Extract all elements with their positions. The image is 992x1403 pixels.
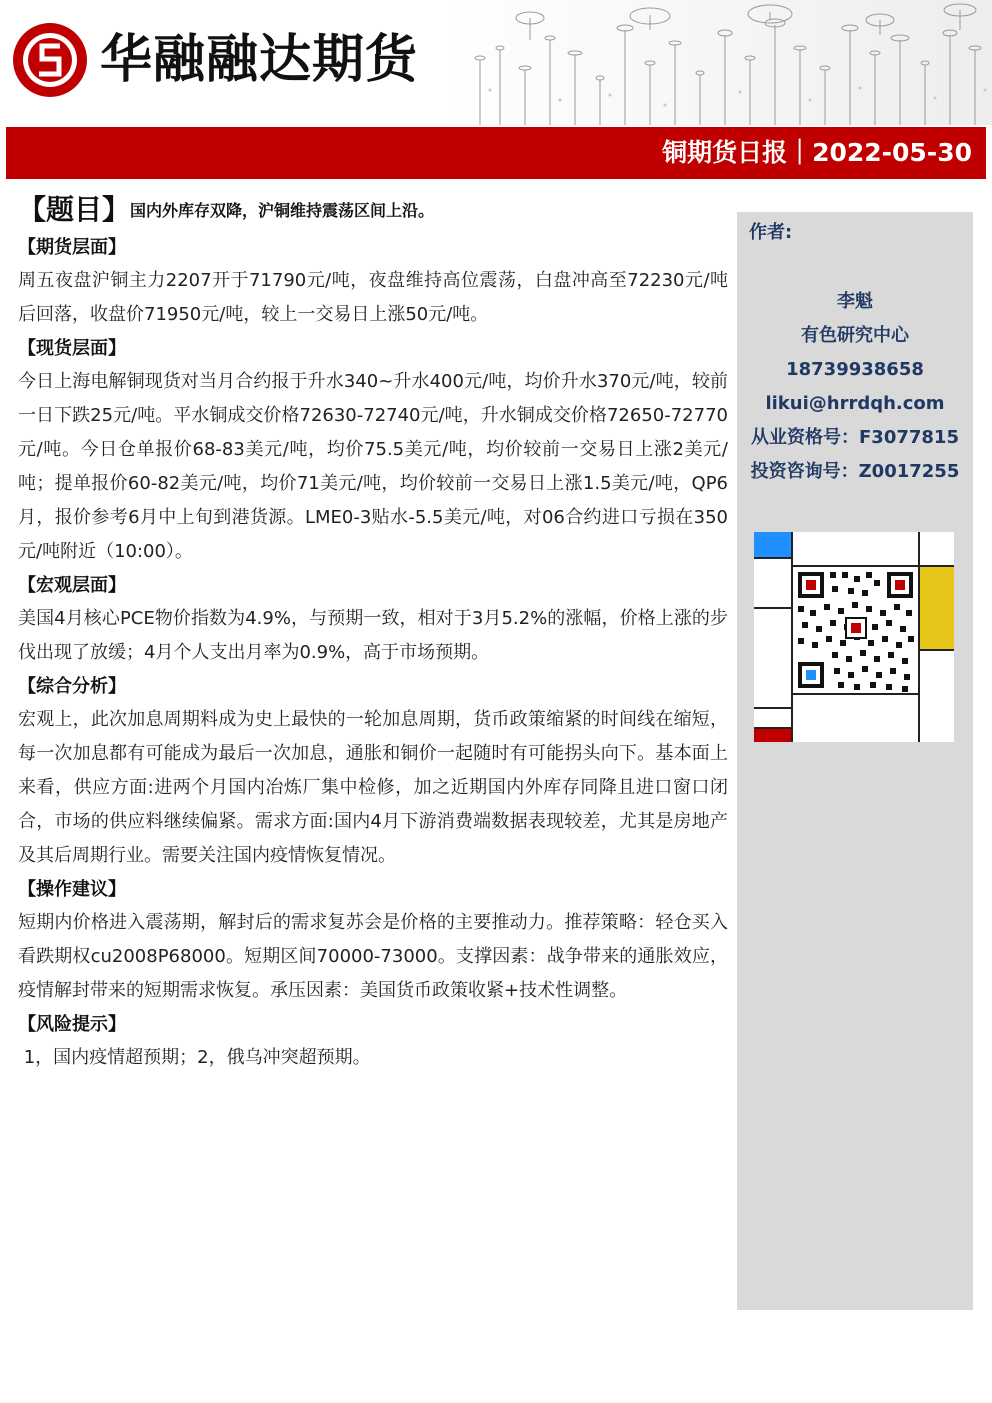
section-paragraph-analysis: 宏观上，此次加息周期料成为史上最快的一轮加息周期，货币政策缩紧的时间线在缩短，每一次加息都有可能成为最后一次加息，通胀和铜价一起随时有可能拐头向下。基本面上来看，供应方面:进两个月国内冶炼厂集中检修，加之近期国内外库存同降且进口窗口闭合，市场的供应料继续偏紧。需求方面:国内4月下游消费端数据表现较差，尤其是房地产及其后周期行业。需要关注国内疫情恢复情况。 [18, 709, 728, 866]
author-label: 作者: [749, 222, 793, 243]
topic-text: 国内外库存双降，沪铜维持震荡区间上沿。 [130, 201, 435, 220]
section-heading-spot: 【现货层面】 [18, 338, 126, 359]
section-heading-macro: 【宏观层面】 [18, 575, 126, 596]
section-heading-risk: 【风险提示】 [18, 1014, 126, 1035]
section-heading-suggestion: 【操作建议】 [18, 879, 126, 900]
author-phone: 18739938658 [786, 359, 924, 380]
author-name: 李魁 [837, 291, 873, 312]
author-department: 有色研究中心 [801, 325, 909, 346]
section-paragraph-suggestion: 短期内价格进入震荡期，解封后的需求复苏会是价格的主要推动力。推荐策略：轻仓买入看跌期权cu2008P68000。短期区间70000-73000。支撑因素：战争带来的通胀效应，疫情解封带来的短期需求恢复。承压因素：美国货币政策收紧+技术性调整。 [18, 912, 728, 1001]
author-advisory: 投资咨询号：Z0017255 [750, 461, 960, 482]
topic-line [18, 190, 728, 231]
company-logo-icon [10, 20, 90, 100]
section-paragraph-risk: 1，国内疫情超预期；2，俄乌冲突超预期。 [18, 1047, 371, 1068]
report-title: 铜期货日报｜2022-05-30 [662, 138, 972, 167]
author-info [737, 285, 973, 489]
section-heading-analysis: 【综合分析】 [18, 676, 126, 697]
qr-code-icon [754, 532, 954, 742]
author-qualification: 从业资格号：F3077815 [751, 427, 959, 448]
section-paragraph-macro: 美国4月核心PCE物价指数为4.9%，与预期一致，相对于3月5.2%的涨幅，价格上涨的步伐出现了放缓；4月个人支出月率为0.9%，高于市场预期。 [18, 608, 728, 663]
section-paragraph-spot: 今日上海电解铜现货对当月合约报于升水340~升水400元/吨，均价升水370元/吨，较前一日下跌25元/吨。平水铜成交价格72630-72740元/吨，升水铜成交价格72650-72770元/吨。今日仓单报价68-83美元/吨，均价75.5美元/吨，均价较前一交易日上涨2美元/吨；提单报价60-82美元/吨，均价71美元/吨，均价较前一交易日上涨1.5美元/吨，QP6月，报价参考6月中上旬到港货源。LME0-3贴水-5.5美元/吨，对06合约进口亏损在350元/吨附近（10:00）。 [18, 371, 728, 562]
author-email: likui@hrrdqh.com [765, 393, 945, 414]
topic-label: 【题目】 [18, 193, 131, 226]
header-decoration-graphic [440, 0, 992, 125]
report-title-bar [6, 127, 986, 179]
section-paragraph-futures: 周五夜盘沪铜主力2207开于71790元/吨，夜盘维持高位震荡，白盘冲高至72230元/吨后回落，收盘价71950元/吨，较上一交易日上涨50元/吨。 [18, 270, 728, 325]
company-name: 华融融达期货 [100, 30, 419, 90]
author-sidebar [737, 212, 973, 1310]
page-header [0, 0, 992, 125]
report-content [18, 190, 728, 1075]
section-heading-futures: 【期货层面】 [18, 237, 126, 258]
